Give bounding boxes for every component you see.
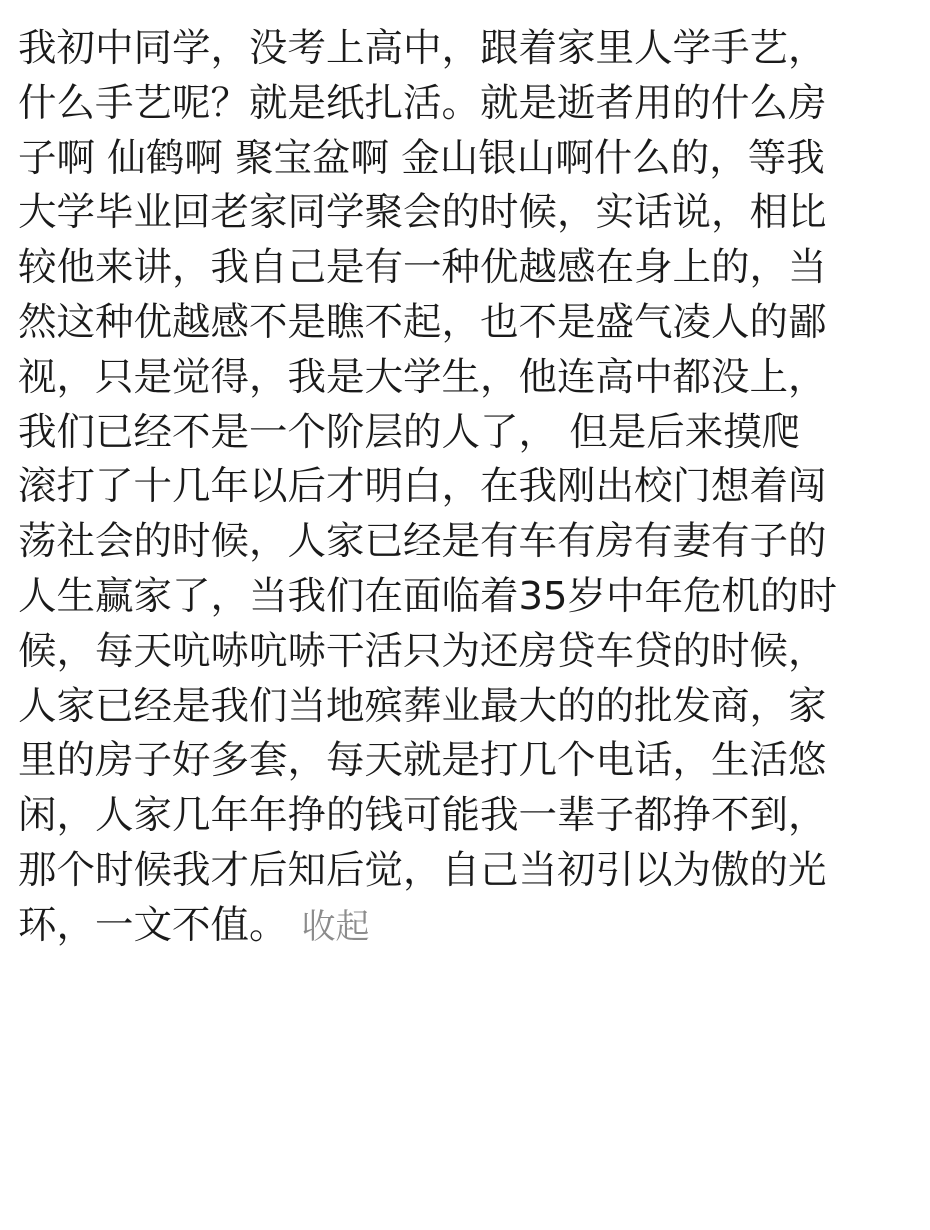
post-line: 那个时候我才后知后觉，自己当初引以为傲的光 <box>18 847 827 893</box>
post-line: 什么手艺呢？就是纸扎活。就是逝者用的什么房 <box>18 80 827 126</box>
post-line: 子啊 仙鹤啊 聚宝盆啊 金山银山啊什么的，等我 <box>18 135 825 181</box>
post-line: 候，每天吭哧吭哧干活只为还房贷车贷的时候， <box>18 628 827 674</box>
post-body <box>18 22 918 955</box>
post-line-text: 环，一文不值。 <box>18 902 288 948</box>
post-line: 里的房子好多套，每天就是打几个电话，生活悠 <box>18 738 827 784</box>
post-line: 人家已经是我们当地殡葬业最大的的批发商，家 <box>18 683 827 729</box>
post-line: 视，只是觉得，我是大学生，他连高中都没上， <box>18 354 827 400</box>
post-line: 人生赢家了，当我们在面临着35岁中年危机的时 <box>18 573 837 619</box>
post-line: 滚打了十几年以后才明白，在我刚出校门想着闯 <box>18 464 827 510</box>
post-line: 然这种优越感不是瞧不起，也不是盛气凌人的鄙 <box>18 299 827 345</box>
post-line: 我初中同学，没考上高中，跟着家里人学手艺， <box>18 26 827 71</box>
collapse-link[interactable]: 收起 <box>301 906 370 947</box>
post-line: 荡社会的时候，人家已经是有车有房有妻有子的 <box>18 519 827 565</box>
post-line: 较他来讲，我自己是有一种优越感在身上的，当 <box>18 245 827 291</box>
post-line: 闲，人家几年年挣的钱可能我一辈子都挣不到， <box>18 793 827 839</box>
post-last-line <box>18 899 918 955</box>
post-line: 我们已经不是一个阶层的人了， 但是后来摸爬 <box>18 409 801 455</box>
post-line: 大学毕业回老家同学聚会的时候，实话说，相比 <box>18 190 827 236</box>
